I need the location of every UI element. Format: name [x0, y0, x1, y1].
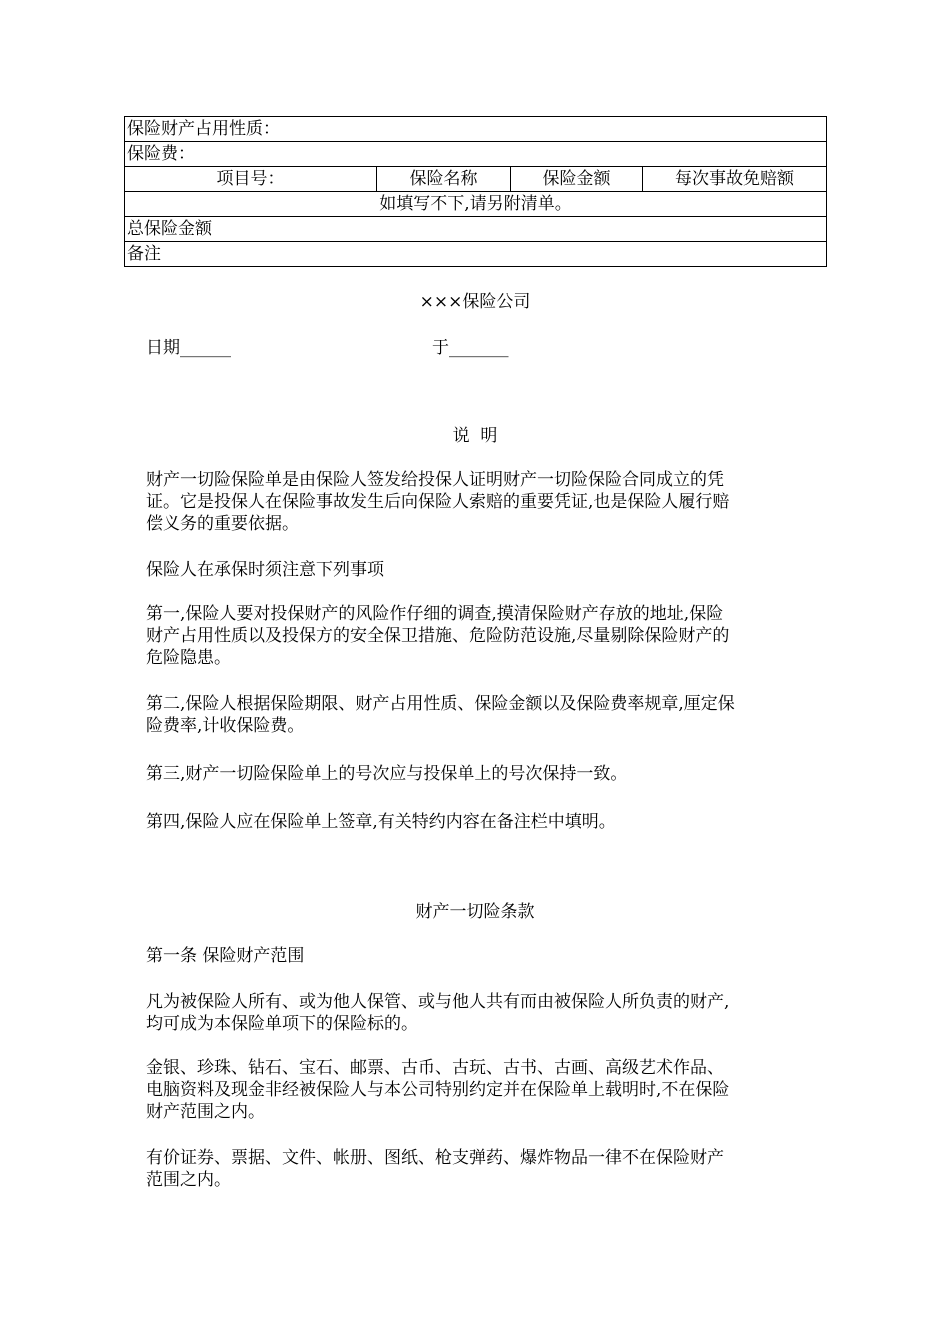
clauses-paragraph-2-line: 财产范围之内。 [146, 1102, 265, 1122]
notes-item-2-line: 第二,保险人根据保险期限、财产占用性质、保险金额以及保险费率规章,厘定保 [146, 694, 735, 714]
notes-title: 说 明 [452, 426, 498, 446]
clauses-title: 财产一切险条款 [415, 902, 535, 922]
header-deductible: 每次事故免赔额 [643, 167, 827, 192]
notes-intro [146, 469, 810, 535]
total-row [125, 217, 827, 242]
clauses-paragraph-3-line: 有价证券、票据、文件、帐册、图纸、枪支弹药、爆炸物品一律不在保险财产 [146, 1148, 724, 1168]
clauses-paragraph-3-line: 范围之内。 [146, 1170, 231, 1190]
notes-item-1-line: 危险隐患。 [146, 648, 231, 668]
notes-intro-line: 证。它是投保人在保险事故发生后向保险人索赔的重要凭证,也是保险人履行赔 [146, 492, 730, 512]
notes-item-2 [146, 693, 810, 737]
remarks-label: 备注 [125, 242, 827, 267]
remarks-row [125, 242, 827, 267]
notes-item-1 [146, 603, 810, 669]
premium-row [125, 142, 827, 167]
notes-item-2-line: 险费率,计收保险费。 [146, 716, 305, 736]
clauses-paragraph-3 [146, 1147, 810, 1191]
clauses-paragraph-2-line: 电脑资料及现金非经被保险人与本公司特别约定并在保险单上载明时,不在保险 [146, 1080, 730, 1100]
header-insurance-name: 保险名称 [377, 167, 511, 192]
notes-item-1-line: 第一,保险人要对投保财产的风险作仔细的调查,摸清保险财产存放的地址,保险 [146, 604, 724, 624]
date-field: 日期______ [146, 338, 231, 358]
clauses-paragraph-1-line: 均可成为本保险单项下的保险标的。 [146, 1014, 418, 1034]
occupancy-row [125, 117, 827, 142]
clauses-paragraph-2 [146, 1057, 810, 1123]
article-1-title: 第一条 保险财产范围 [146, 946, 305, 966]
notes-item-3: 第三,财产一切险保险单上的号次应与投保单上的号次保持一致。 [146, 764, 628, 784]
overflow-note: 如填写不下,请另附清单。 [125, 192, 827, 217]
header-row [125, 167, 827, 192]
notes-intro-line: 偿义务的重要依据。 [146, 514, 299, 534]
at-field: 于_______ [432, 338, 509, 358]
clauses-paragraph-1 [146, 991, 810, 1035]
notes-item-1-line: 财产占用性质以及投保方的安全保卫措施、危险防范设施,尽量剔除保险财产的 [146, 626, 730, 646]
header-insured-amount: 保险金额 [511, 167, 643, 192]
notes-intro-line: 财产一切险保险单是由保险人签发给投保人证明财产一切险保险合同成立的凭 [146, 470, 724, 490]
clauses-paragraph-1-line: 凡为被保险人所有、或为他人保管、或与他人共有而由被保险人所负责的财产, [146, 992, 730, 1012]
notes-attention: 保险人在承保时须注意下列事项 [146, 560, 384, 580]
policy-form-table [124, 116, 827, 267]
premium-label: 保险费： [125, 142, 827, 167]
header-item-number: 项目号： [125, 167, 377, 192]
clauses-paragraph-2-line: 金银、珍珠、钻石、宝石、邮票、古币、古玩、古书、古画、高级艺术作品、 [146, 1058, 724, 1078]
occupancy-label: 保险财产占用性质： [125, 117, 827, 142]
total-label: 总保险金额 [125, 217, 827, 242]
company-name: ×××保险公司 [419, 292, 531, 312]
overflow-note-row [125, 192, 827, 217]
notes-item-4: 第四,保险人应在保险单上签章,有关特约内容在备注栏中填明。 [146, 812, 616, 832]
